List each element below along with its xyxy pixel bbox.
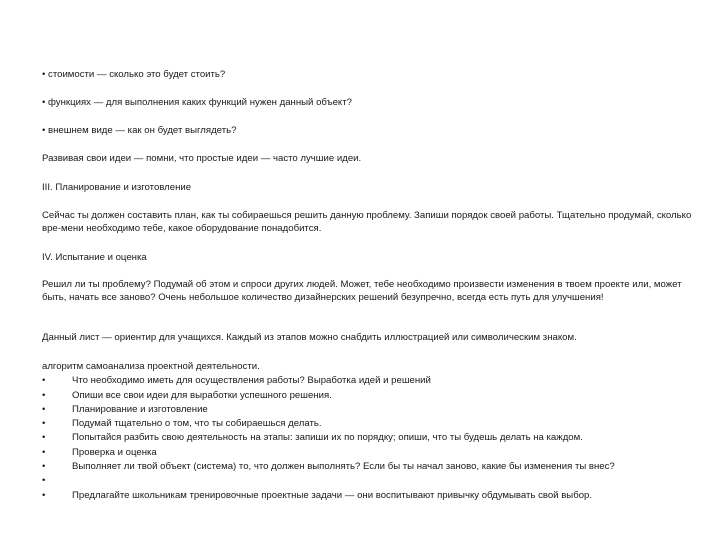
list-item [42, 446, 692, 460]
list-item [42, 431, 692, 445]
list-item-text: Попытайся разбить свою деятельность на этапы: запиши их по порядку; опиши, что ты будешь делать на каждом. [72, 432, 583, 444]
algorithm-list [42, 360, 692, 503]
section-heading-planning: III. Планирование и изготовление [42, 182, 192, 193]
list-item [42, 417, 692, 431]
list-item [42, 489, 692, 503]
list-item-text: Выполняет ли твой объект (система) то, что должен выполнять? Если бы ты начал заново, какие бы изменения ты внес? [72, 461, 615, 473]
list-item-text: Что необходимо иметь для осуществления работы? Выработка идей и решений [72, 375, 431, 387]
algorithm-heading: алгоритм самоанализа проектной деятельности. [42, 361, 260, 372]
bullet-icon: • [42, 489, 46, 501]
list-item-text: Подумай тщательно о том, что ты собираешься делать. [72, 418, 322, 430]
bullet-icon: • [42, 375, 46, 387]
bullet-icon: • [42, 403, 46, 415]
list-item [42, 403, 692, 417]
bullet-icon: • [42, 475, 46, 487]
paragraph-testing: Решил ли ты проблему? Подумай об этом и спроси других людей. Может, тебе необходимо произвести изменения в твоем проекте или, может быть, начать все заново? Очень небольшое количество дизайнерских решений безупречно, всегда есть путь для улучшения! [42, 279, 682, 303]
list-item [42, 389, 692, 403]
bullet-icon: • [42, 389, 46, 401]
paragraph-cost: • стоимости — сколько это будет стоить? [42, 69, 226, 80]
list-item [42, 374, 692, 388]
bullet-icon: • [42, 418, 46, 430]
bullet-icon: • [42, 461, 46, 473]
paragraph-planning: Сейчас ты должен составить план, как ты собираешься решить данную проблему. Запиши порядок своей работы. Тщательно продумай, сколько вре-мени необходимо тебе, какое оборудование понадобится. [42, 210, 692, 234]
paragraph-functions: • функциях — для выполнения каких функций нужен данный объект? [42, 97, 352, 108]
bullet-icon: • [42, 432, 46, 444]
section-heading-testing: IV. Испытание и оценка [42, 252, 147, 263]
list-item [42, 474, 692, 488]
list-item-text: Предлагайте школьникам тренировочные проектные задачи — они воспитывают привычку обдумывать свой выбор. [72, 489, 593, 501]
bullet-icon: • [42, 446, 46, 458]
list-item-text: Планирование и изготовление [72, 403, 208, 415]
list-item-text: Проверка и оценка [72, 446, 157, 458]
list-item-text: Опиши все свои идеи для выработки успешного решения. [72, 389, 332, 401]
paragraph-guide: Данный лист — ориентир для учащихся. Каждый из этапов можно снабдить иллюстрацией или символическим знаком. [42, 332, 577, 343]
list-item [42, 460, 692, 474]
paragraph-developing-ideas: Развивая свои идеи — помни, что простые идеи — часто лучшие идеи. [42, 153, 362, 164]
paragraph-appearance: • внешнем виде — как он будет выглядеть? [42, 125, 237, 136]
